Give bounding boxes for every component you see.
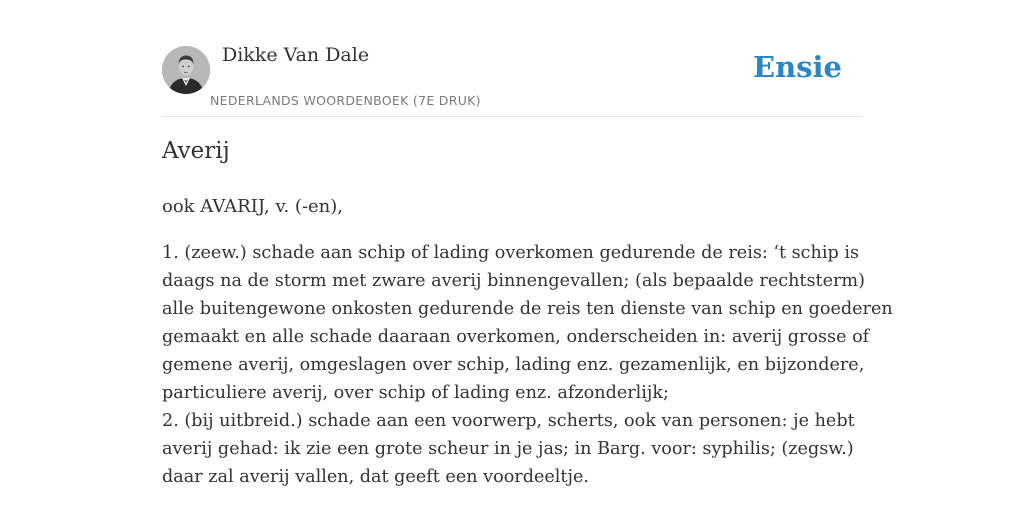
definition-line: averij gehad: ik zie een grote scheur in je jas; in Barg. voor: syphilis; (zegsw.): [162, 439, 854, 459]
avatar[interactable]: [162, 46, 210, 94]
definition-line: particuliere averij, over schip of lading enz. afzonderlijk;: [162, 383, 669, 403]
definition-line: 1. (zeew.) schade aan schip of lading overkomen gedurende de reis: ‘t schip is: [162, 243, 859, 263]
entry-definition: [162, 239, 893, 491]
definition-line: daags na de storm met zware averij binnengevallen; (als bepaalde rechtsterm): [162, 271, 865, 291]
source-label[interactable]: NEDERLANDS WOORDENBOEK (7E DRUK): [210, 93, 481, 108]
brand-logo[interactable]: Ensie: [753, 50, 842, 84]
portrait-icon: [162, 46, 210, 94]
definition-line: 2. (bij uitbreid.) schade aan een voorwerp, scherts, ook van personen: je hebt: [162, 411, 855, 431]
definition-line: daar zal averij vallen, dat geeft een voordeeltje.: [162, 467, 589, 487]
entry-intro: ook AVARIJ, v. (-en),: [162, 196, 344, 217]
entry-card: [162, 0, 893, 512]
entry-title: Averij: [162, 138, 230, 164]
definition-line: gemene averij, omgeslagen over schip, lading enz. gezamenlijk, en bijzondere,: [162, 355, 865, 375]
author-name[interactable]: Dikke Van Dale: [222, 44, 370, 66]
definition-line: alle buitengewone onkosten gedurende de reis ten dienste van schip en goederen: [162, 299, 893, 319]
entry-header: [162, 0, 862, 117]
definition-line: gemaakt en alle schade daaraan overkomen, onderscheiden in: averij grosse of: [162, 327, 870, 347]
